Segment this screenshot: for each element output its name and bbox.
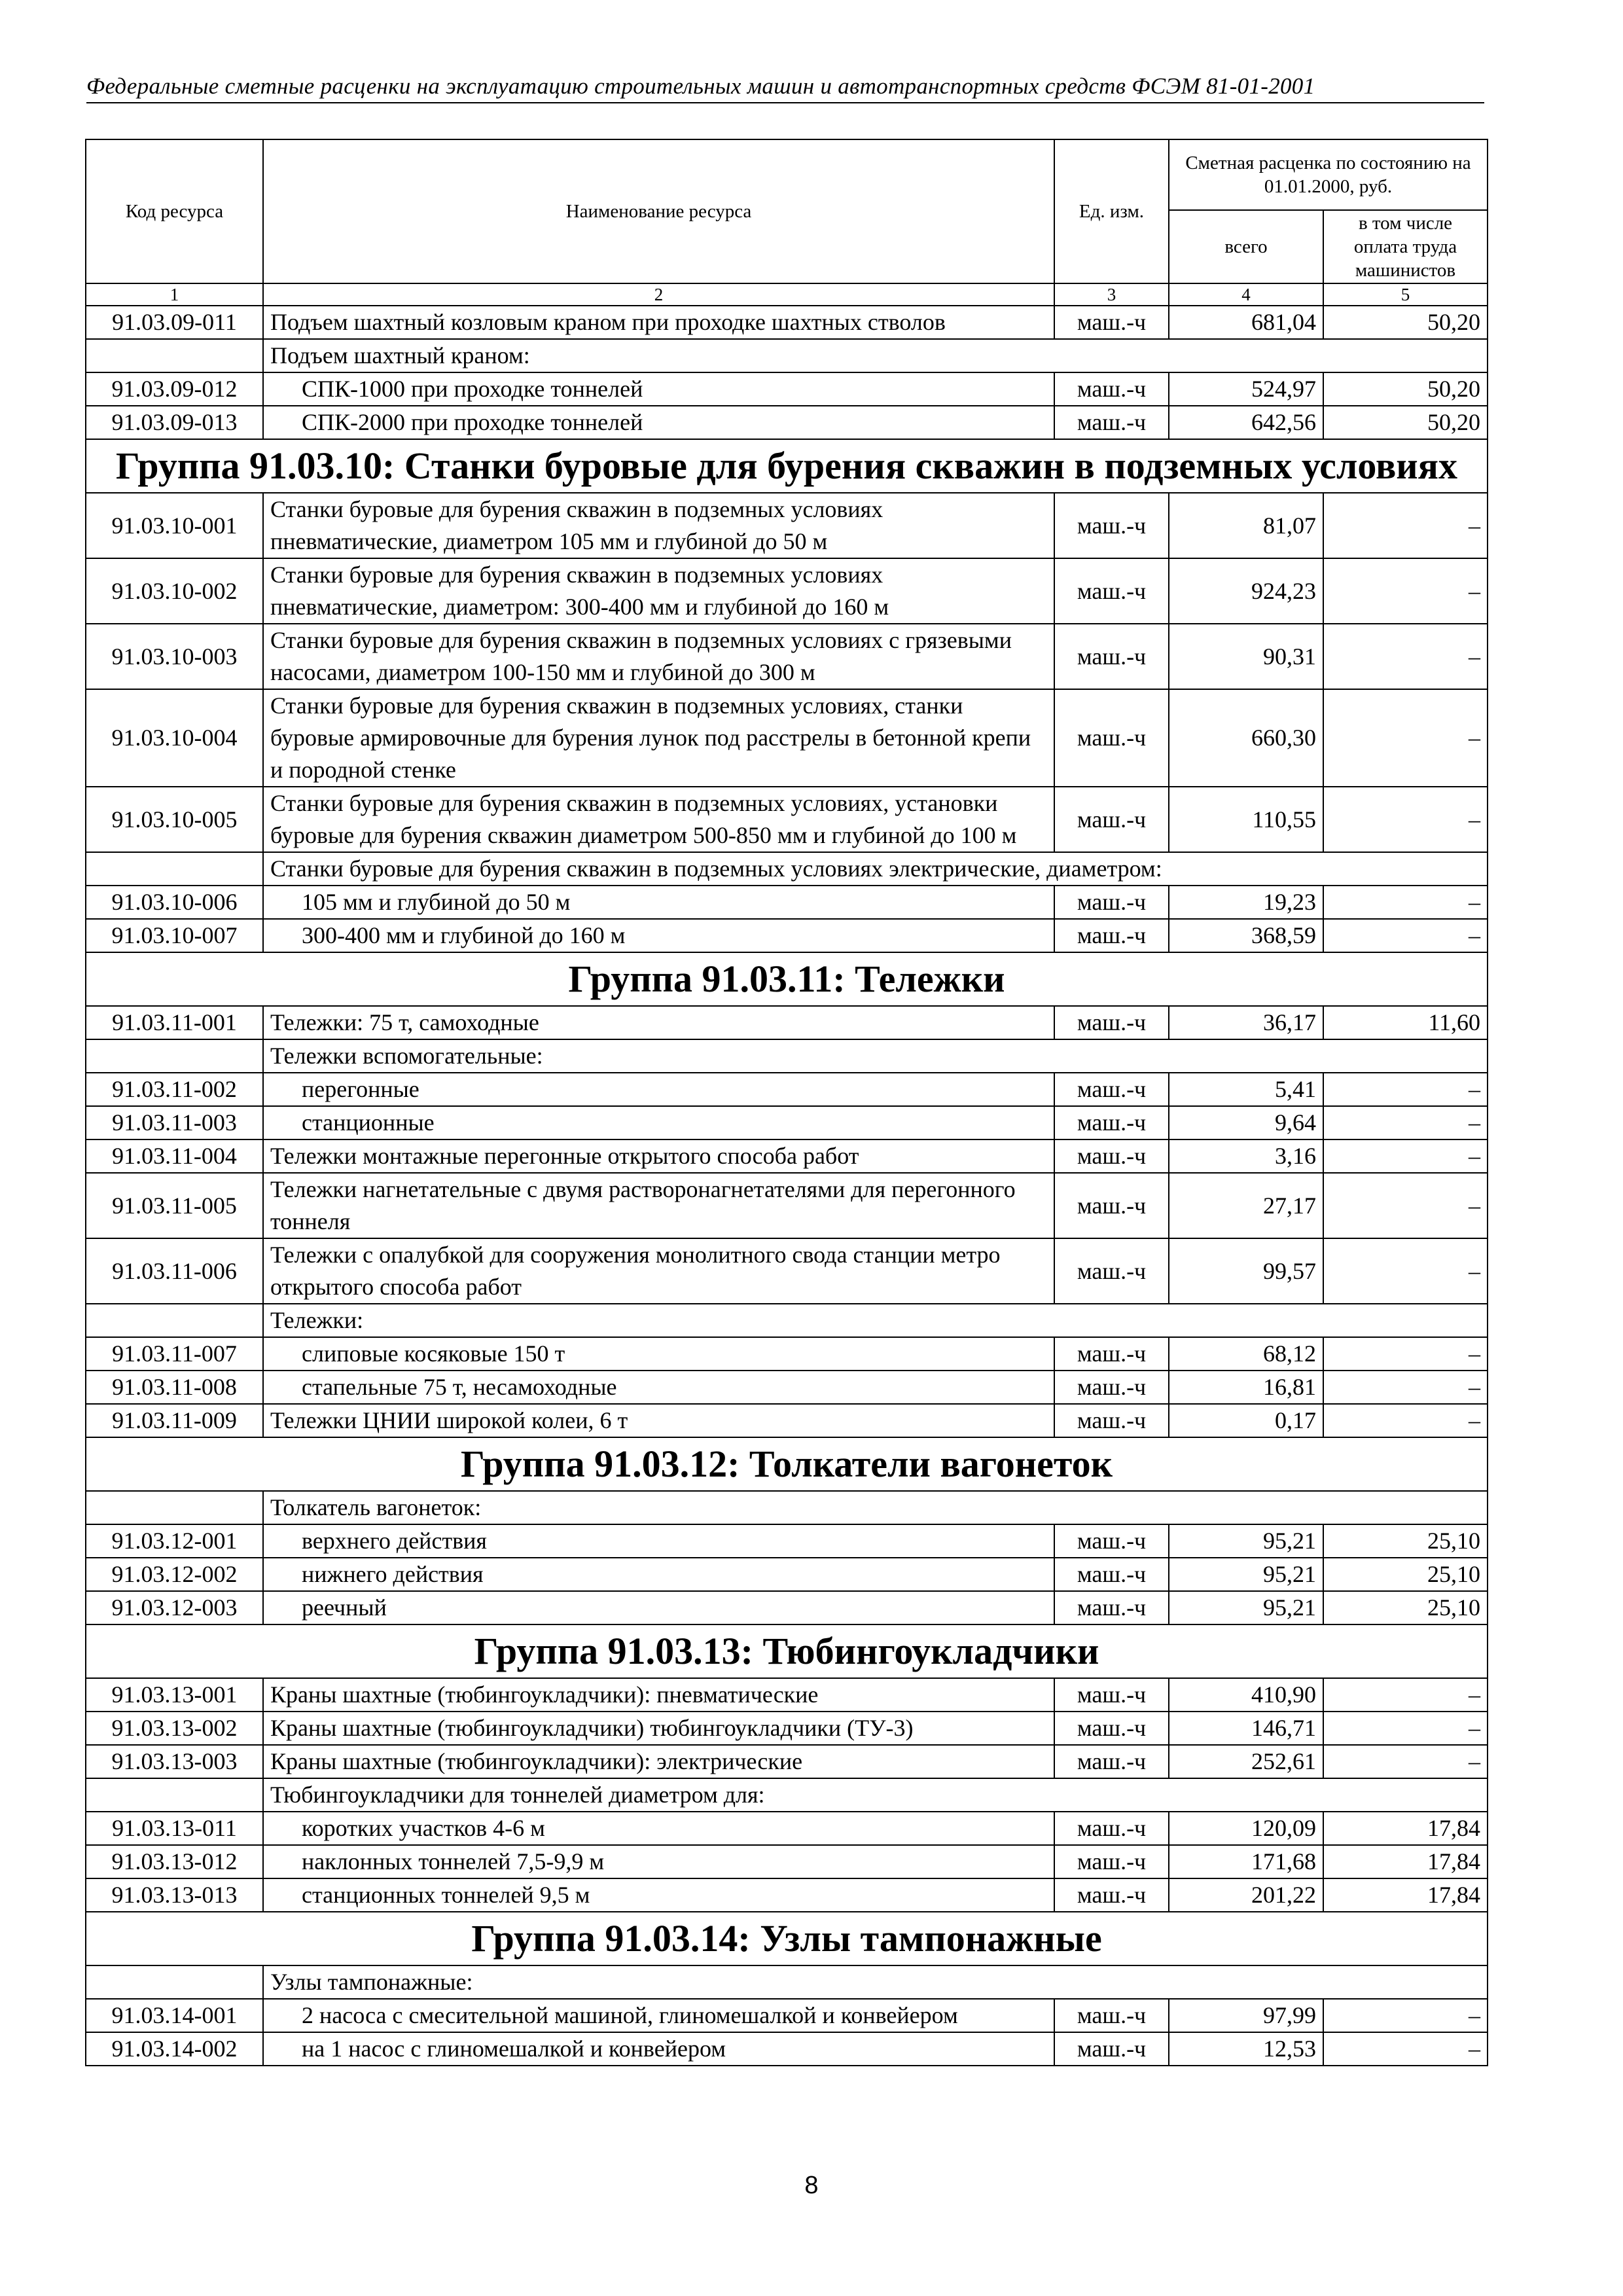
table-row [86,1106,1488,1139]
price-operator-pay: – [1323,1712,1488,1745]
resource-unit: маш.-ч [1054,1106,1169,1139]
resource-name: 2 насоса с смесительной машиной, глиномешалкой и конвейером [263,1999,1054,2032]
resource-code: 91.03.13-011 [86,1812,263,1845]
price-operator-pay: – [1323,1745,1488,1778]
column-number-row [86,283,1488,306]
resource-unit: маш.-ч [1054,1812,1169,1845]
group-heading-row [86,1624,1488,1678]
price-total: 95,21 [1169,1591,1323,1624]
subheading-row [86,1039,1488,1073]
resource-unit: маш.-ч [1054,919,1169,952]
resource-code: 91.03.10-003 [86,624,263,689]
resource-code: 91.03.13-012 [86,1845,263,1878]
price-operator-pay: – [1323,1337,1488,1371]
resource-code: 91.03.13-013 [86,1878,263,1912]
subheading-text: Толкатель вагонеток: [263,1491,1488,1524]
group-heading-row [86,1912,1488,1965]
subheading-text: Узлы тампонажные: [263,1965,1488,1999]
resource-name: верхнего действия [263,1524,1054,1558]
price-operator-pay: – [1323,689,1488,787]
resource-unit: маш.-ч [1054,886,1169,919]
table-row [86,1371,1488,1404]
resource-unit: маш.-ч [1054,787,1169,852]
price-total: 642,56 [1169,406,1323,439]
price-operator-pay: – [1323,787,1488,852]
resource-name: Краны шахтные (тюбингоукладчики): электрические [263,1745,1054,1778]
price-total: 201,22 [1169,1878,1323,1912]
resource-unit: маш.-ч [1054,1999,1169,2032]
price-total: 120,09 [1169,1812,1323,1845]
resource-code: 91.03.10-006 [86,886,263,919]
price-total: 252,61 [1169,1745,1323,1778]
header-incl: в том числе оплата труда машинистов [1323,210,1488,283]
price-operator-pay: – [1323,624,1488,689]
price-total: 90,31 [1169,624,1323,689]
price-operator-pay: 17,84 [1323,1845,1488,1878]
table-row [86,919,1488,952]
header-unit: Ед. изм. [1054,139,1169,283]
resource-unit: маш.-ч [1054,1337,1169,1371]
price-operator-pay: – [1323,1678,1488,1712]
resource-code: 91.03.10-005 [86,787,263,852]
price-total: 3,16 [1169,1139,1323,1173]
resource-code: 91.03.10-001 [86,493,263,558]
price-total: 99,57 [1169,1238,1323,1304]
resource-code: 91.03.11-002 [86,1073,263,1106]
resource-unit: маш.-ч [1054,372,1169,406]
price-total: 95,21 [1169,1558,1323,1591]
resource-unit: маш.-ч [1054,1745,1169,1778]
price-total: 368,59 [1169,919,1323,952]
resource-name: Тележки с опалубкой для сооружения монолитного свода станции метро открытого способа работ [263,1238,1054,1304]
resource-name: Станки буровые для бурения скважин в подземных условиях, станки буровые армировочные для бурения лунок под расстрелы в бетонной крепи и породной стенке [263,689,1054,787]
resource-code-empty [86,852,263,886]
subheading-row [86,852,1488,886]
resource-unit: маш.-ч [1054,1238,1169,1304]
page-number: 8 [804,2172,819,2199]
resource-unit: маш.-ч [1054,1524,1169,1558]
resource-code: 91.03.14-002 [86,2032,263,2066]
table-row [86,1591,1488,1624]
resource-unit: маш.-ч [1054,493,1169,558]
price-operator-pay: – [1323,2032,1488,2066]
table-row [86,787,1488,852]
price-operator-pay: – [1323,1073,1488,1106]
group-heading: Группа 91.03.14: Узлы тампонажные [86,1912,1488,1965]
resource-code: 91.03.14-001 [86,1999,263,2032]
table-row [86,624,1488,689]
table-row [86,1812,1488,1845]
price-total: 16,81 [1169,1371,1323,1404]
table-row [86,1238,1488,1304]
price-total: 9,64 [1169,1106,1323,1139]
col-num-1: 1 [86,283,263,306]
group-heading-row [86,952,1488,1006]
price-total: 19,23 [1169,886,1323,919]
resource-name: реечный [263,1591,1054,1624]
resource-name: слиповые косяковые 150 т [263,1337,1054,1371]
resource-unit: маш.-ч [1054,306,1169,339]
subheading-row [86,1304,1488,1337]
subheading-row [86,1965,1488,1999]
group-heading: Группа 91.03.13: Тюбингоукладчики [86,1624,1488,1678]
price-operator-pay: 11,60 [1323,1006,1488,1039]
header-total: всего [1169,210,1323,283]
table-row [86,1006,1488,1039]
price-total: 171,68 [1169,1845,1323,1878]
table-row [86,1878,1488,1912]
header-name: Наименование ресурса [263,139,1054,283]
table-header-row [86,139,1488,210]
table-row [86,1678,1488,1712]
price-operator-pay: – [1323,1106,1488,1139]
table-row [86,1845,1488,1878]
price-operator-pay: 17,84 [1323,1812,1488,1845]
price-operator-pay: 25,10 [1323,1558,1488,1591]
resource-code-empty [86,1778,263,1812]
resource-name: на 1 насос с глиномешалкой и конвейером [263,2032,1054,2066]
resource-name: Тележки монтажные перегонные открытого способа работ [263,1139,1054,1173]
price-total: 110,55 [1169,787,1323,852]
group-heading-row [86,439,1488,493]
col-num-3: 3 [1054,283,1169,306]
price-operator-pay: – [1323,1139,1488,1173]
table-row [86,1712,1488,1745]
price-operator-pay: – [1323,1371,1488,1404]
resource-name: 105 мм и глубиной до 50 м [263,886,1054,919]
resource-code-empty [86,1491,263,1524]
resource-name: перегонные [263,1073,1054,1106]
price-total: 12,53 [1169,2032,1323,2066]
price-operator-pay: – [1323,886,1488,919]
price-total: 924,23 [1169,558,1323,624]
resource-unit: маш.-ч [1054,1404,1169,1437]
resource-code-empty [86,1039,263,1073]
price-operator-pay: – [1323,919,1488,952]
resource-unit: маш.-ч [1054,1558,1169,1591]
resource-name: Тележки ЦНИИ широкой колеи, 6 т [263,1404,1054,1437]
table-row [86,1999,1488,2032]
header-code: Код ресурса [86,139,263,283]
price-total: 0,17 [1169,1404,1323,1437]
subheading-row [86,1778,1488,1812]
group-heading: Группа 91.03.12: Толкатели вагонеток [86,1437,1488,1491]
resource-code: 91.03.09-011 [86,306,263,339]
subheading-text: Станки буровые для бурения скважин в подземных условиях электрические, диаметром: [263,852,1488,886]
table-row [86,886,1488,919]
resource-name: СПК-2000 при проходке тоннелей [263,406,1054,439]
resource-code-empty [86,1965,263,1999]
resource-code-empty [86,339,263,372]
price-operator-pay: – [1323,558,1488,624]
table-row [86,1745,1488,1778]
price-total: 27,17 [1169,1173,1323,1238]
table-row [86,1524,1488,1558]
group-heading-row [86,1437,1488,1491]
col-num-2: 2 [263,283,1054,306]
price-operator-pay: – [1323,493,1488,558]
price-operator-pay: 50,20 [1323,372,1488,406]
resource-unit: маш.-ч [1054,1006,1169,1039]
table-row [86,1073,1488,1106]
header-price: Сметная расценка по состоянию на 01.01.2000, руб. [1169,139,1488,210]
resource-code: 91.03.09-013 [86,406,263,439]
price-total: 68,12 [1169,1337,1323,1371]
resource-unit: маш.-ч [1054,1371,1169,1404]
table-row [86,689,1488,787]
resource-code: 91.03.11-007 [86,1337,263,1371]
table-row [86,558,1488,624]
resource-name: коротких участков 4-6 м [263,1812,1054,1845]
resource-unit: маш.-ч [1054,1878,1169,1912]
price-total: 5,41 [1169,1073,1323,1106]
table-row [86,1139,1488,1173]
resource-code: 91.03.11-004 [86,1139,263,1173]
resource-name: Станки буровые для бурения скважин в подземных условиях с грязевыми насосами, диаметром 100-150 мм и глубиной до 300 м [263,624,1054,689]
resource-unit: маш.-ч [1054,1173,1169,1238]
price-operator-pay: – [1323,1173,1488,1238]
price-total: 97,99 [1169,1999,1323,2032]
subheading-row [86,1491,1488,1524]
resource-name: Краны шахтные (тюбингоукладчики): пневматические [263,1678,1054,1712]
price-total: 660,30 [1169,689,1323,787]
table-row [86,372,1488,406]
table-row [86,306,1488,339]
group-heading: Группа 91.03.11: Тележки [86,952,1488,1006]
resource-name: СПК-1000 при проходке тоннелей [263,372,1054,406]
price-total: 36,17 [1169,1006,1323,1039]
resource-unit: маш.-ч [1054,2032,1169,2066]
price-operator-pay: – [1323,1238,1488,1304]
resource-code: 91.03.10-007 [86,919,263,952]
col-num-4: 4 [1169,283,1323,306]
resource-code: 91.03.11-001 [86,1006,263,1039]
resource-code: 91.03.13-001 [86,1678,263,1712]
subheading-text: Тележки: [263,1304,1488,1337]
resource-unit: маш.-ч [1054,1139,1169,1173]
subheading-text: Тележки вспомогательные: [263,1039,1488,1073]
resource-unit: маш.-ч [1054,1591,1169,1624]
resource-code: 91.03.11-003 [86,1106,263,1139]
price-operator-pay: 50,20 [1323,306,1488,339]
resource-name: Станки буровые для бурения скважин в подземных условиях пневматические, диаметром: 300-400 мм и глубиной до 160 м [263,558,1054,624]
resource-unit: маш.-ч [1054,406,1169,439]
resource-unit: маш.-ч [1054,1845,1169,1878]
price-total: 410,90 [1169,1678,1323,1712]
resource-name: Станки буровые для бурения скважин в подземных условиях пневматические, диаметром 105 мм и глубиной до 50 м [263,493,1054,558]
resource-table [85,139,1488,2066]
price-operator-pay: 17,84 [1323,1878,1488,1912]
price-operator-pay: 25,10 [1323,1591,1488,1624]
subheading-text: Тюбингоукладчики для тоннелей диаметром для: [263,1778,1488,1812]
resource-code-empty [86,1304,263,1337]
resource-name: станционных тоннелей 9,5 м [263,1878,1054,1912]
resource-table-body [86,139,1488,2066]
resource-code: 91.03.11-009 [86,1404,263,1437]
price-total: 681,04 [1169,306,1323,339]
group-heading: Группа 91.03.10: Станки буровые для бурения скважин в подземных условиях [86,439,1488,493]
document-header: Федеральные сметные расценки на эксплуатацию строительных машин и автотранспортных средств ФСЭМ 81-01-2001 [86,71,1484,103]
resource-code: 91.03.12-002 [86,1558,263,1591]
resource-code: 91.03.11-006 [86,1238,263,1304]
resource-code: 91.03.09-012 [86,372,263,406]
resource-code: 91.03.11-005 [86,1173,263,1238]
resource-code: 91.03.13-003 [86,1745,263,1778]
resource-code: 91.03.10-004 [86,689,263,787]
subheading-row [86,339,1488,372]
table-row [86,1404,1488,1437]
price-operator-pay: – [1323,1999,1488,2032]
resource-name: наклонных тоннелей 7,5-9,9 м [263,1845,1054,1878]
resource-name: Тележки: 75 т, самоходные [263,1006,1054,1039]
resource-name: Тележки нагнетательные с двумя растворонагнетателями для перегонного тоннеля [263,1173,1054,1238]
subheading-text: Подъем шахтный краном: [263,339,1488,372]
resource-name: нижнего действия [263,1558,1054,1591]
resource-name: Подъем шахтный козловым краном при проходке шахтных стволов [263,306,1054,339]
resource-name: Станки буровые для бурения скважин в подземных условиях, установки буровые для бурения скважин диаметром 500-850 мм и глубиной до 100 м [263,787,1054,852]
resource-unit: маш.-ч [1054,1712,1169,1745]
table-row [86,406,1488,439]
resource-unit: маш.-ч [1054,558,1169,624]
resource-code: 91.03.13-002 [86,1712,263,1745]
resource-code: 91.03.10-002 [86,558,263,624]
price-total: 524,97 [1169,372,1323,406]
resource-name: станционные [263,1106,1054,1139]
price-total: 95,21 [1169,1524,1323,1558]
resource-code: 91.03.11-008 [86,1371,263,1404]
price-total: 81,07 [1169,493,1323,558]
price-total: 146,71 [1169,1712,1323,1745]
table-row [86,1558,1488,1591]
resource-code: 91.03.12-001 [86,1524,263,1558]
resource-code: 91.03.12-003 [86,1591,263,1624]
table-row [86,1173,1488,1238]
price-operator-pay: – [1323,1404,1488,1437]
resource-unit: маш.-ч [1054,689,1169,787]
col-num-5: 5 [1323,283,1488,306]
price-operator-pay: 50,20 [1323,406,1488,439]
resource-name: стапельные 75 т, несамоходные [263,1371,1054,1404]
resource-unit: маш.-ч [1054,1073,1169,1106]
price-operator-pay: 25,10 [1323,1524,1488,1558]
resource-name: 300-400 мм и глубиной до 160 м [263,919,1054,952]
resource-unit: маш.-ч [1054,624,1169,689]
table-row [86,1337,1488,1371]
resource-unit: маш.-ч [1054,1678,1169,1712]
resource-name: Краны шахтные (тюбингоукладчики) тюбингоукладчики (ТУ-3) [263,1712,1054,1745]
table-row [86,493,1488,558]
table-row [86,2032,1488,2066]
